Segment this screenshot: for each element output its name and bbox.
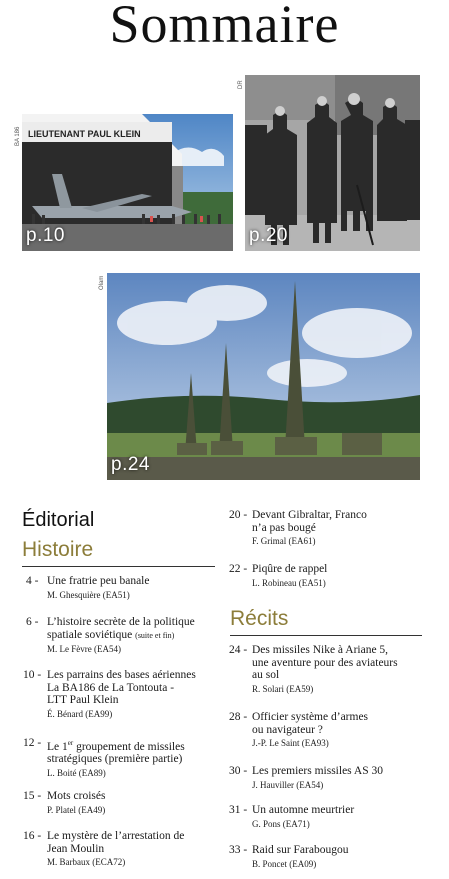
page-title: Sommaire: [109, 0, 340, 54]
photo-officers: [245, 75, 420, 251]
histoire-heading: Histoire: [22, 538, 94, 561]
page-label-p24: p.24: [111, 454, 150, 475]
editorial-heading: Éditorial: [22, 509, 95, 531]
missiles-image: [107, 273, 420, 480]
toc-entry[interactable]: 31 - Un automne meurtrier G. Pons (EA71): [229, 804, 355, 829]
recits-heading: Récits: [230, 607, 289, 630]
recits-rule: [230, 635, 422, 636]
toc-entry[interactable]: 12 - Le 1er groupement de missiles stratégiques (première partie) L. Boité (EA89): [23, 737, 185, 778]
toc-entry[interactable]: 16 - Le mystère de l’arrestation de Jean Moulin M. Barbaux (ECA72): [23, 830, 185, 867]
toc-entry[interactable]: 33 - Raid sur Farabougou B. Poncet (EA09): [229, 844, 349, 869]
toc-entry[interactable]: 24 - Des missiles Nike à Ariane 5, une aventure pour des aviateurs au sol R. Solari (EA59): [229, 644, 398, 694]
toc-entry[interactable]: 6 - L’histoire secrète de la politique spatiale soviétique (suite et fin) M. Le Fèvre (EA54): [26, 616, 195, 654]
photo-credit-2: DR: [238, 80, 244, 89]
toc-entry[interactable]: 4 - Une fratrie peu banale M. Ghesquière (EA51): [26, 575, 150, 600]
photo-credit-3: Olam: [99, 275, 105, 290]
page-label-p20: p.20: [249, 225, 288, 246]
toc-entry[interactable]: 30 - Les premiers missiles AS 30 J. Hauviller (EA54): [229, 765, 383, 790]
toc-entry[interactable]: 22 - Piqûre de rappel L. Robineau (EA51): [229, 563, 328, 588]
toc-entry[interactable]: 28 - Officier système d’armes ou navigateur ? J.-P. Le Saint (EA93): [229, 711, 369, 748]
hangar-sign: LIEUTENANT PAUL KLEIN: [28, 129, 141, 139]
photo-credit-1: BA 186: [15, 126, 21, 146]
toc-entry[interactable]: 20 - Devant Gibraltar, Franco n’a pas bougé F. Grimal (EA61): [229, 509, 367, 546]
histoire-rule: [22, 566, 215, 567]
page-label-p10: p.10: [26, 225, 65, 246]
photo-hangar: [22, 114, 233, 251]
toc-entry[interactable]: 10 - Les parrains des bases aériennes La BA186 de La Tontouta - LTT Paul Klein É. Bénard (EA99): [23, 669, 196, 719]
toc-entry[interactable]: 15 - Mots croisés P. Platel (EA49): [23, 790, 106, 815]
photo-missiles: [107, 273, 420, 480]
